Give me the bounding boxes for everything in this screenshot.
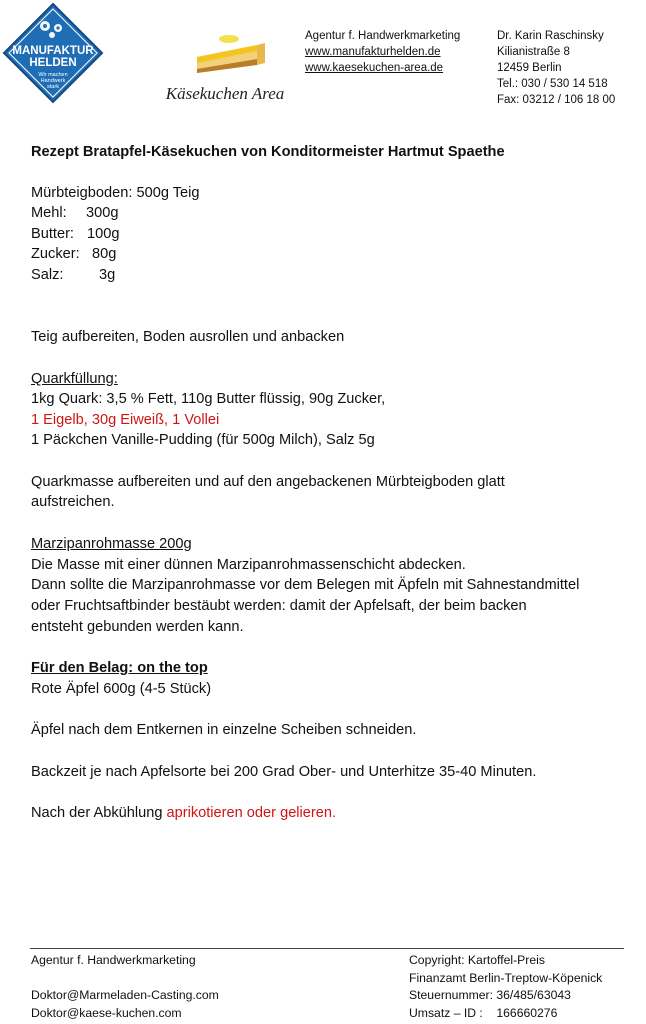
contact-street: Kilianistraße 8 <box>497 46 570 58</box>
ingredient-amount-salz: 3g <box>99 267 116 283</box>
ingredient-name-salz: Salz: <box>31 267 64 283</box>
topping-heading: Für den Belag: on the top <box>31 660 208 676</box>
footer-right <box>409 952 602 1022</box>
kaese-logo-text: Käsekuchen Area <box>165 84 285 103</box>
recipe-title: Rezept Bratapfel-Käsekuchen von Konditormeister Hartmut Spaethe <box>31 144 505 160</box>
base-heading: Mürbteigboden: 500g Teig <box>31 185 200 201</box>
cool-red: aprikotieren oder gelieren. <box>166 805 337 821</box>
marzipan-line-4: entsteht gebunden werden kann. <box>31 619 244 635</box>
ingredient-amount-butter: 100g <box>87 226 120 242</box>
marzipan-heading: Marzipanrohmasse 200g <box>31 536 192 552</box>
ingredient-name-mehl: Mehl: <box>31 205 67 221</box>
ingredient-amount-mehl: 300g <box>86 205 119 221</box>
footer-finanzamt: Finanzamt Berlin-Treptow-Köpenick <box>409 970 603 985</box>
footer-left <box>31 952 219 1022</box>
ingredient-name-butter: Butter: <box>31 226 74 242</box>
filling-line-2: 1 Eigelb, 30g Eiweiß, 1 Vollei <box>31 412 220 428</box>
svg-text:Handwerk: Handwerk <box>40 78 66 84</box>
footer-divider <box>30 948 624 949</box>
marzipan-line-1: Die Masse mit einer dünnen Marzipanrohmassenschicht abdecken. <box>31 557 466 573</box>
footer-email-kaese[interactable]: Doktor@kaese-kuchen.com <box>31 1005 182 1020</box>
kaesekuchen-area-logo <box>165 25 285 105</box>
header-contact <box>497 28 615 108</box>
marzipan-line-3: oder Fruchtsaftbinder bestäubt werden: damit der Apfelsaft, der beim backen <box>31 598 527 614</box>
footer-steuernummer: Steuernummer: 36/485/63043 <box>409 988 571 1002</box>
agency-url-manufakturhelden[interactable]: www.manufakturhelden.de <box>305 46 441 58</box>
bake-instruction: Backzeit je nach Apfelsorte bei 200 Grad Ober- und Unterhitze 35-40 Minuten. <box>31 764 537 780</box>
filling-instruction-2: aufstreichen. <box>31 494 115 510</box>
footer-copyright: Copyright: Kartoffel-Preis <box>409 953 545 967</box>
apple-instruction: Äpfel nach dem Entkernen in einzelne Scheiben schneiden. <box>31 722 417 738</box>
marzipan-line-2: Dann sollte die Marzipanrohmasse vor dem Belegen mit Äpfeln mit Sahnestandmittel <box>31 577 580 593</box>
filling-heading: Quarkfüllung: <box>31 371 118 387</box>
filling-line-1: 1kg Quark: 3,5 % Fett, 110g Butter flüssig, 90g Zucker, <box>31 391 386 407</box>
filling-line-3: 1 Päckchen Vanille-Pudding (für 500g Milch), Salz 5g <box>31 432 375 448</box>
header-agency <box>305 28 460 76</box>
contact-fax: Fax: 03212 / 106 18 00 <box>497 94 616 106</box>
svg-text:Wir machen: Wir machen <box>38 72 68 78</box>
topping-line: Rote Äpfel 600g (4-5 Stück) <box>31 681 212 697</box>
base-instruction: Teig aufbereiten, Boden ausrollen und anbacken <box>31 329 345 345</box>
contact-tel: Tel.: 030 / 530 14 518 <box>497 78 608 90</box>
logo-line-2: HELDEN <box>29 57 77 69</box>
contact-name: Dr. Karin Raschinsky <box>497 30 604 42</box>
svg-text:stark: stark <box>47 84 59 90</box>
cool-instruction <box>31 803 336 824</box>
footer-umsatz-id: Umsatz – ID : 166660276 <box>409 1005 558 1020</box>
agency-name: Agentur f. Handwerkmarketing <box>305 30 461 42</box>
ingredient-amount-zucker: 80g <box>92 246 117 262</box>
footer-email-marmeladen[interactable]: Doktor@Marmeladen-Casting.com <box>31 988 219 1002</box>
footer-agency: Agentur f. Handwerkmarketing <box>31 953 196 967</box>
contact-city: 12459 Berlin <box>497 62 562 74</box>
filling-instruction-1: Quarkmasse aufbereiten und auf den angebackenen Mürbteigboden glatt <box>31 474 505 490</box>
agency-url-kaesekuchen[interactable]: www.kaesekuchen-area.de <box>305 62 444 74</box>
logo-line-1: MANUFAKTUR <box>12 45 94 57</box>
manufaktur-helden-logo <box>2 2 104 104</box>
cool-prefix: Nach der Abkühlung <box>31 805 167 821</box>
ingredient-name-zucker: Zucker: <box>31 246 80 262</box>
